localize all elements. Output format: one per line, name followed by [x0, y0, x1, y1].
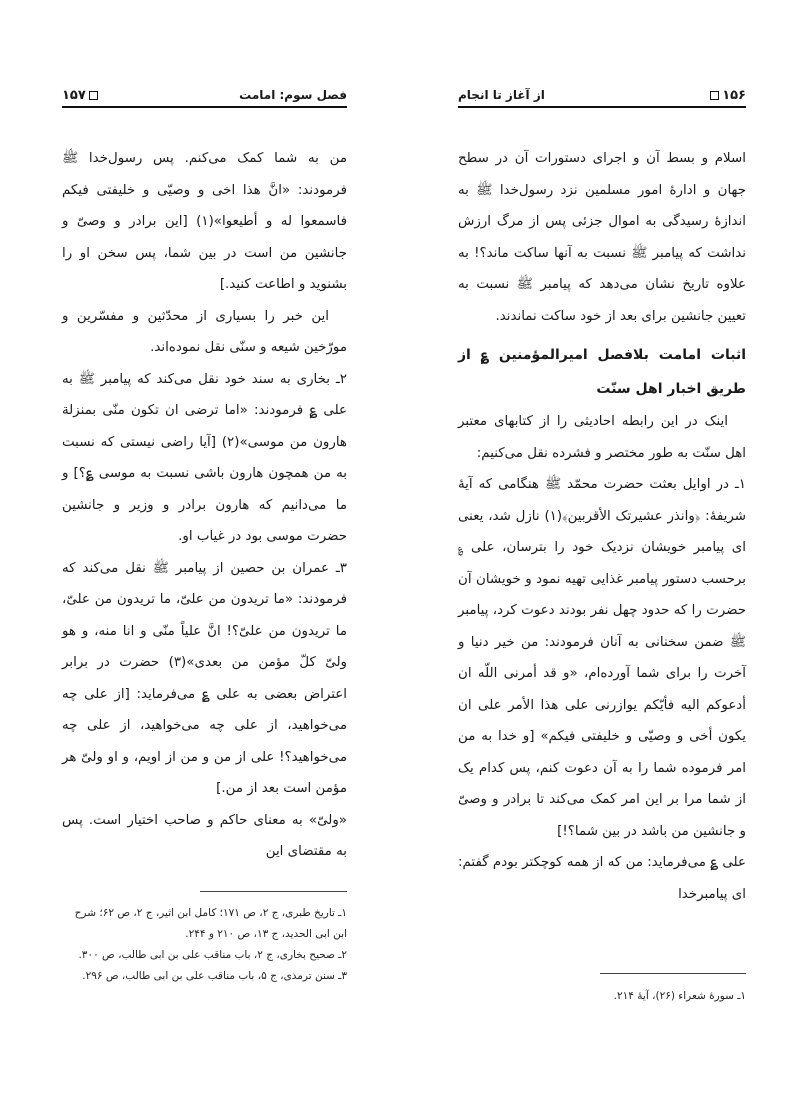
header-rule	[62, 106, 347, 108]
page-number-block	[62, 88, 98, 103]
page-number: ۱۵۶	[722, 87, 746, 103]
footnote: ۱ـ سورهٔ شعراء (۲۶)، آیهٔ ۲۱۴.	[613, 990, 746, 1002]
box-icon	[89, 91, 98, 100]
paragraph: ۳ـ عمران بن حصین از پیامبر ﷺ نقل می‌کند که فرمودند: «ما تریدون من علیّ، ما تریدون من علیّ، ما تریدون من علیّ؟! انَّ علیاً منّی و انا منه، و هو ولیّ کلّ مؤمن من بعدی»(۳) حضرت در برابر اعتراض بعضی به علی ؏ می‌فرماید: [از علی چه می‌خواهید، از علی چه می‌خواهید، از علی چه می‌خواهید؟! علی از من و من از اویم، و او ولیّ هر مؤمن است بعد از من.]	[62, 560, 347, 796]
footnote-rule	[600, 973, 746, 974]
running-head	[62, 84, 347, 106]
paragraph: این خبر را بسیاری از محدّثین و مفسّرین و مورّخین شیعه و سنّی نقل نموده‌اند.	[62, 308, 347, 355]
page-number: ۱۵۷	[62, 87, 86, 103]
body-text	[62, 143, 347, 868]
paragraph: علی ؏ می‌فرماید: من که از همه کوچکتر بودم گفتم: ای پیامبرخدا	[458, 855, 746, 902]
paragraph: ۱ـ در اوایل بعثت حضرت محمّد ﷺ هنگامی که آیهٔ شریفهٔ: ﴿وانذر عشیرتک الأقربین﴾(۱) نازل شد، یعنی ای پیامبر خویشان نزدیک خود را بترسان، علی ؏ برحسب دستور پیامبر غذایی تهیه نمود و خویشان آن حضرت را که حدود چهل نفر بودند دعوت کرد، پیامبر ﷺ ضمن سخنانی به آنان فرمودند: من خیر دنیا و آخرت را برای شما آورده‌ام، «و قد أمرنی اللّه ان أدعوکم الیه فأیّکم یوازرنی علی هذا الأمر علی ان یکون أخی و وصیّی و خلیفتی فیکم» [و خدا به من امر فرموده شما را به آن دعوت کنم، پس کدام یک از شما مرا بر این امر کمک می‌کند تا برادر و وصیّ و جانشین من باشد در بین شما؟!]	[458, 477, 746, 839]
section-title: اثبات امامت بلافصل امیرالمؤمنین ؏ از طریق اخبار اهل سنّت	[458, 347, 746, 397]
box-icon	[710, 91, 719, 100]
page-number-block	[710, 88, 746, 103]
paragraph: من به شما کمک می‌کنم. پس رسول‌خدا ﷺ فرمودند: «انَّ هذا اخی و وصیّی و خلیفتی فیکم فاسمعوا له و أطیعوا»(۱) [این برادر و وصیّ و جانشین من است در بین شما، پس سخن او را بشنوید و اطاعت کنید.]	[62, 151, 347, 292]
footnotes	[62, 903, 347, 987]
paragraph: اسلام و بسط آن و اجرای دستورات آن در سطح جهان و ادارهٔ امور مسلمین نزد رسول‌خدا ﷺ به اندازهٔ رسیدگی به اموال جزئی پس از مرگ ارزش نداشت که پیامبر ﷺ نسبت به آنها ساکت ماند؟! به علاوه تاریخ نشان می‌دهد که پیامبر ﷺ نسبت به تعیین جانشین برای بعد از خود ساکت نماندند.	[458, 151, 746, 324]
chapter-title: فصل سوم: امامت	[239, 88, 347, 102]
footnote: ۲ـ صحیح بخاری، ج ۲، باب مناقب علی بن ابی طالب، ص ۳۰۰.	[78, 949, 347, 961]
chapter-title: از آغاز تا انجام	[458, 88, 545, 102]
body-text	[458, 143, 746, 910]
footnote-rule	[200, 891, 347, 892]
header-rule	[458, 106, 746, 108]
right-page	[400, 0, 800, 1100]
footnote: ۱ـ تاریخ طبری، ج ۲، ص ۱۷۱؛ کامل ابن اثیر، ج ۲، ص ۶۲؛ شرح ابن ابی الحدید، ج ۱۳، ص ۲۱۰ و ۲۴۴.	[74, 907, 347, 940]
paragraph: اینک در این رابطه احادیثی را از کتابهای معتبر اهل سنّت به طور مختصر و فشرده نقل می‌کنیم:	[458, 414, 746, 461]
footnote: ۳ـ سنن ترمذی، ج ۵، باب مناقب علی بن ابی طالب، ص ۲۹۶.	[82, 970, 347, 982]
paragraph: «ولیّ» به معنای حاکم و صاحب اختیار است. پس به مقتضای این	[62, 812, 347, 859]
running-head	[458, 84, 746, 106]
paragraph: ۲ـ بخاری به سند خود نقل می‌کند که پیامبر ﷺ به علی ؏ فرمودند: «اما ترضی ان تکون منّی بمنزلة هارون من موسی»(۲) [آیا راضی نیستی که نسبت به من همچون هارون باشی نسبت به موسی ؏؟] و ما می‌دانیم که هارون برادر و وزیر و جانشین حضرت موسی بود در غیاب او.	[62, 371, 347, 544]
footnotes	[458, 986, 746, 1007]
